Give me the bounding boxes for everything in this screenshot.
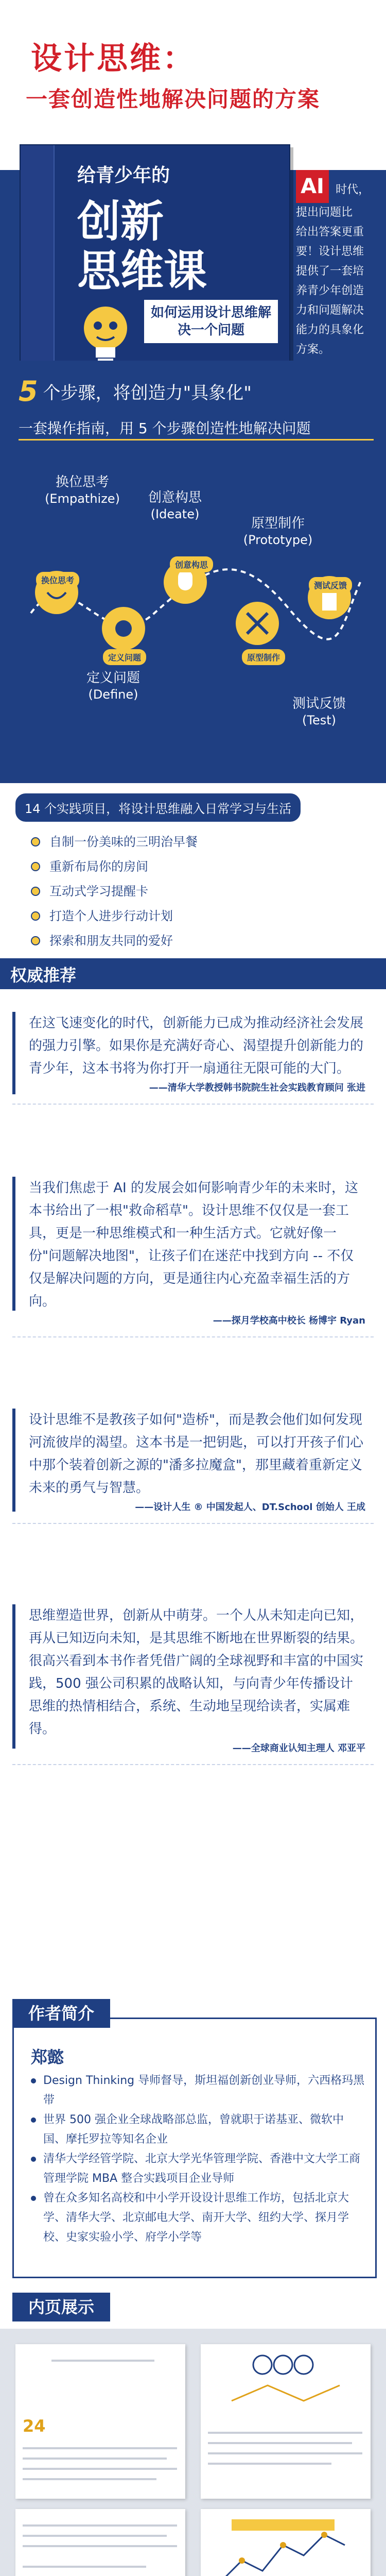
steps-title: 个步骤，将创造力"具象化"	[43, 383, 252, 403]
step-empathize: 换位思考 (Empathize)	[45, 474, 120, 506]
practice-title: 14 个实践项目，将设计思维融入日常学习与生活	[15, 793, 301, 822]
author-section	[0, 1999, 386, 2287]
inner-page	[201, 2509, 371, 2576]
recommendation-section	[0, 958, 386, 1989]
bullet-icon	[31, 2196, 36, 2201]
page-number: 24	[23, 2416, 46, 2436]
author-title: 作者简介	[12, 1999, 110, 2028]
inner-page	[15, 2509, 185, 2576]
steps-flow-icon	[21, 526, 365, 670]
author-list	[31, 2071, 365, 2247]
steps-number: 5	[19, 375, 38, 408]
step-tag: 换位思考	[36, 572, 79, 588]
list-item: 探索和朋友共同的爱好	[31, 928, 198, 953]
bullet-icon	[31, 2078, 36, 2083]
practice-list	[31, 829, 198, 978]
ai-badge: AI	[296, 170, 329, 203]
inner-page	[15, 2344, 185, 2499]
book-title-line2: 思维课	[77, 246, 207, 296]
divider	[19, 439, 374, 440]
ai-intro-line: 给出答案更重要！设计思维	[296, 226, 364, 258]
book-main-title	[77, 197, 207, 296]
step-prototype: 原型制作 (Prototype)	[243, 516, 313, 547]
recommendation-card: 在这飞速变化的时代，创新能力已成为推动经济社会发展的强力引擎。如果你是充满好奇心、渴望提升创新能力的青少年，这本书将为你打开一扇通往无限可能的大门。 ——清华大学教授韩书院院生社会实践教育顾问 张进	[12, 1005, 374, 1105]
inner-pages-section	[0, 2287, 386, 2576]
inner-page	[201, 2344, 371, 2499]
steps-section	[0, 361, 386, 783]
step-ideate: 创意构思 (Ideate)	[148, 490, 202, 521]
inner-pages-title: 内页展示	[12, 2293, 110, 2321]
recommendation-card: 思维塑造世界，创新从中萌芽。一个人从未知走向已知，再从已知迈向未知，是其思维不断地在世界断裂的结果。很高兴看到本书作者凭借广阔的全球视野和丰富的中国实践，500 强公司积累的战略认知，与向青少年传播设计思维的热情相结合，系统、生动地呈现给读者，实属难得。 ——全球商业认知主理人 邓亚平	[12, 1597, 374, 1765]
bullet-icon	[31, 2117, 36, 2123]
step-tag: 原型制作	[242, 649, 285, 665]
chart-illustration-icon	[201, 2509, 371, 2576]
step-tag: 定义问题	[103, 649, 146, 665]
diagram-icon	[201, 2344, 371, 2416]
list-item: Design Thinking 导师督导，斯坦福创新创业导师，六西格玛黑带	[31, 2071, 365, 2110]
ai-intro-line: 提出问题比	[296, 206, 353, 219]
ai-intro	[296, 170, 373, 360]
list-item: 打造个人进步行动计划	[31, 904, 198, 928]
list-item: 世界 500 强企业全球战略部总监，曾就职于诺基亚、微软中国、摩托罗拉等知名企业	[31, 2110, 365, 2149]
list-item: 清华大学经管学院、北京大学光华管理学院、香港中文大学工商管理学院 MBA 整合实践项目企业导师	[31, 2149, 365, 2189]
bullet-icon	[31, 2157, 36, 2162]
list-item: 曾在众多知名高校和中小学开设设计思维工作坊，包括北京大学、清华大学、北京邮电大学、南开大学、纽约大学、探月学校、史家实验小学、府学小学等	[31, 2189, 365, 2247]
steps-subtitle: 一套操作指南，用 5 个步骤创造性地解决问题	[19, 420, 311, 437]
recommendation-card: 设计思维不是教孩子如何"造桥"，而是教会他们如何发现河流彼岸的渴望。这本书是一把钥匙，可以打开孩子们心中那个装着创新之源的"潘多拉魔盒"，那里藏着重新定义未来的勇气与智慧。 ——设计人生 ® 中国发起人、DT.School 创始人 王成	[12, 1401, 374, 1524]
bullet-icon	[31, 936, 40, 945]
steps-title-row	[19, 375, 252, 408]
list-item: 自制一份美味的三明治早餐	[31, 829, 198, 854]
ai-intro-line: 提供了一套培养青少年创造	[296, 265, 364, 297]
ai-intro-first: 时代，	[336, 183, 370, 196]
recommendation-title: 权威推荐	[10, 965, 77, 985]
book-tagline: 如何运用设计思维解决一个问题	[144, 300, 278, 343]
ai-intro-line: 力和问题解决能力的具象化	[296, 304, 364, 336]
step-define: 定义问题 (Define)	[86, 670, 140, 702]
author-name: 郑懿	[31, 2047, 64, 2067]
main-title: 设计思维：	[31, 41, 196, 77]
step-tag: 测试反馈	[309, 577, 352, 593]
ai-intro-line: 方案。	[296, 343, 330, 356]
recommendation-header	[0, 958, 386, 989]
bullet-icon	[31, 887, 40, 896]
bullet-icon	[31, 862, 40, 871]
main-subtitle: 一套创造性地解决问题的方案	[26, 87, 321, 112]
book-top-title: 给青少年的	[77, 165, 170, 186]
bullet-icon	[31, 837, 40, 846]
step-tag: 创意构思	[170, 556, 213, 572]
book-title-line1: 创新	[77, 196, 164, 247]
list-item: 重新布局你的房间	[31, 854, 198, 879]
recommendation-card: 当我们焦虑于 AI 的发展会如何影响青少年的未来时，这本书给出了一根"救命稻草"。设计思维不仅仅是一套工具，更是一种思维模式和一种生活方式。它就好像一份"问题解决地图"，让孩子们在迷茫中找到方向 -- 不仅仅是解决问题的方向，更是通往内心充盈幸福生活的方向。 ——探月学校高中校长 杨博宇 Ryan	[12, 1170, 374, 1337]
list-item: 互动式学习提醒卡	[31, 879, 198, 904]
bullet-icon	[31, 911, 40, 921]
step-test: 测试反馈 (Test)	[292, 696, 346, 727]
